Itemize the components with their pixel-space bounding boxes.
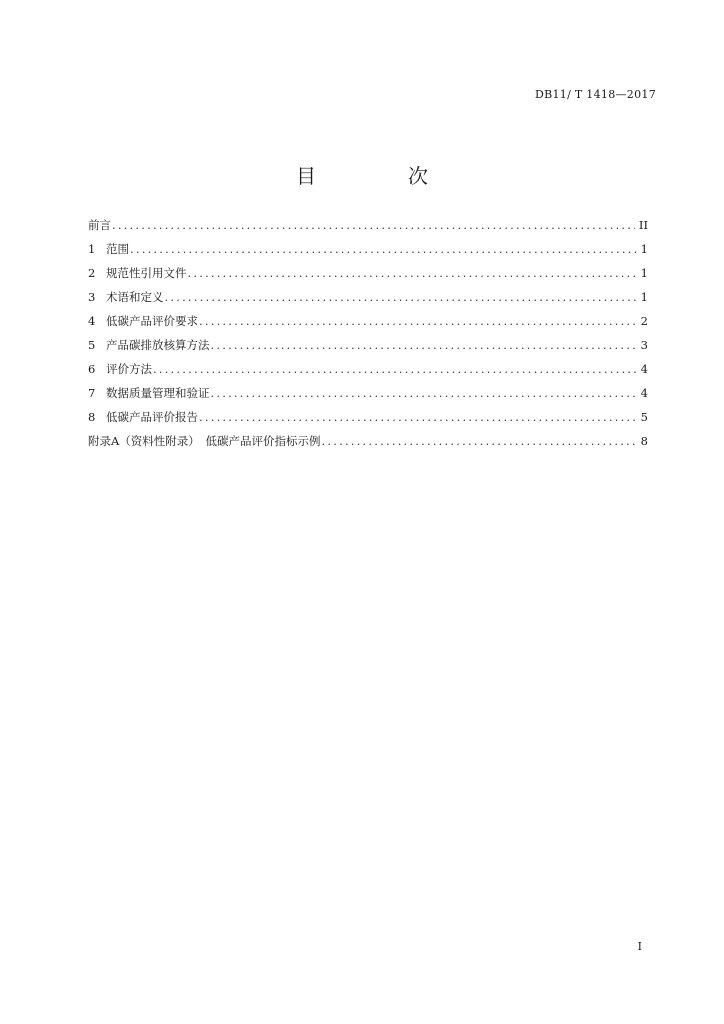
toc-entry-number: 3 — [88, 290, 96, 304]
toc-entry-evaluation-report[interactable] — [88, 409, 648, 433]
toc-dot-leader — [153, 362, 636, 376]
toc-dot-leader — [199, 314, 636, 328]
toc-entry-accounting-method[interactable] — [88, 337, 648, 361]
toc-dot-leader — [211, 386, 637, 400]
toc-entry-scope[interactable] — [88, 241, 648, 265]
page-number: I — [637, 940, 642, 953]
toc-entry-normative-references[interactable] — [88, 265, 648, 289]
toc-entry-page: 1 — [640, 266, 648, 280]
toc-entry-label: 术语和定义 — [106, 290, 164, 304]
toc-entry-page: 1 — [640, 290, 648, 304]
standard-code: DB11/ T 1418—2017 — [534, 88, 656, 101]
toc-entry-appendix-a[interactable] — [88, 433, 648, 457]
toc-entry-number: 1 — [88, 242, 96, 256]
toc-entry-page: 8 — [640, 434, 648, 448]
toc-entry-page: II — [638, 218, 648, 232]
toc-entry-label: 规范性引用文件 — [106, 266, 187, 280]
toc-entry-page: 5 — [640, 410, 648, 424]
toc-entry-label: 前言 — [88, 218, 111, 232]
toc-entry-number: 2 — [88, 266, 96, 280]
toc-dot-leader — [188, 266, 637, 280]
toc-dot-leader — [211, 338, 637, 352]
toc-entry-label: 数据质量管理和验证 — [106, 386, 210, 400]
table-of-contents — [88, 217, 648, 457]
toc-entry-page: 4 — [640, 386, 648, 400]
toc-title: 目 次 — [296, 164, 464, 188]
toc-entry-number: 8 — [88, 410, 96, 424]
toc-dot-leader — [112, 218, 635, 232]
toc-entry-page: 1 — [640, 242, 648, 256]
toc-entry-terms-definitions[interactable] — [88, 289, 648, 313]
toc-entry-number: 6 — [88, 362, 96, 376]
toc-entry-number: 4 — [88, 314, 96, 328]
toc-entry-label: 范围 — [106, 242, 129, 256]
toc-entry-data-quality[interactable] — [88, 385, 648, 409]
toc-dot-leader — [322, 434, 636, 448]
toc-entry-label: 低碳产品评价要求 — [106, 314, 198, 328]
toc-entry-evaluation-method[interactable] — [88, 361, 648, 385]
toc-entry-page: 4 — [640, 362, 648, 376]
toc-entry-page: 2 — [640, 314, 648, 328]
toc-dot-leader — [199, 410, 636, 424]
toc-entry-number: 7 — [88, 386, 96, 400]
toc-entry-label: 产品碳排放核算方法 — [106, 338, 210, 352]
toc-entry-evaluation-requirements[interactable] — [88, 313, 648, 337]
toc-dot-leader — [130, 242, 636, 256]
toc-entry-page: 3 — [640, 338, 648, 352]
toc-dot-leader — [165, 290, 637, 304]
toc-entry-number: 5 — [88, 338, 96, 352]
toc-entry-label: 低碳产品评价报告 — [106, 410, 198, 424]
toc-entry-preface[interactable] — [88, 217, 648, 241]
toc-entry-label: 附录A（资料性附录） 低碳产品评价指标示例 — [88, 434, 321, 448]
toc-entry-label: 评价方法 — [106, 362, 152, 376]
